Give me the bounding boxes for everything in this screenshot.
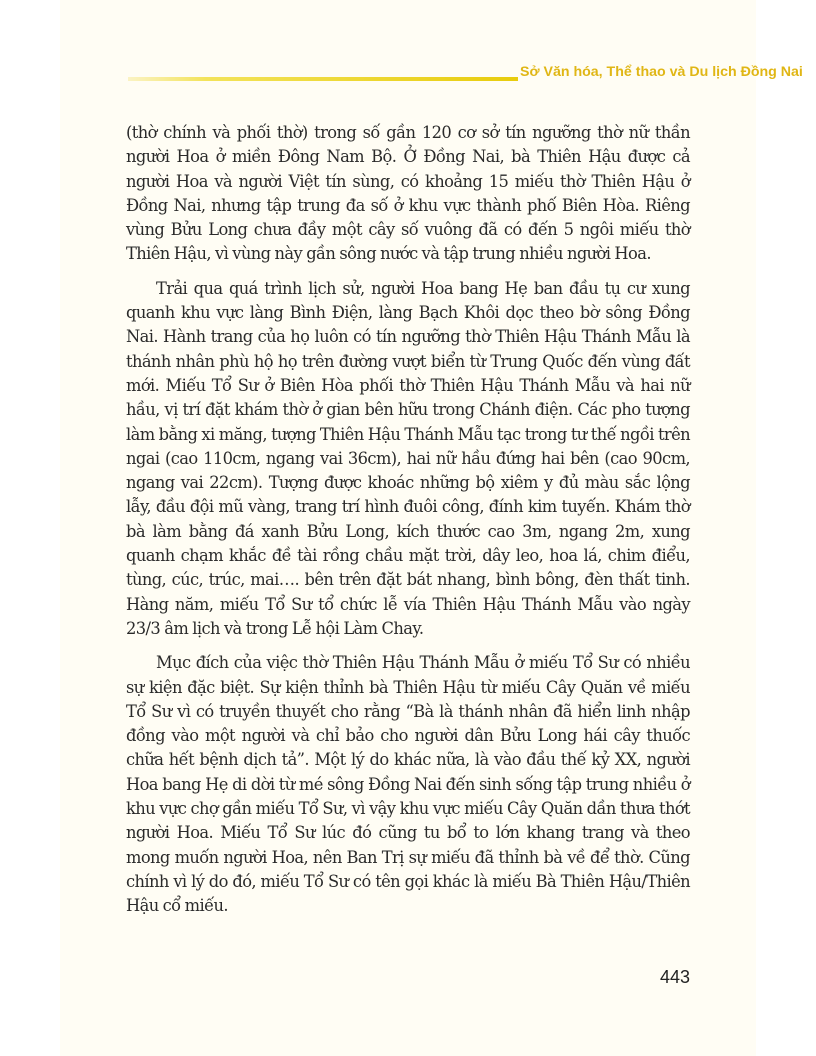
- paragraph-1: (thờ chính và phối thờ) trong số gần 120 cơ sở tín ngưỡng thờ nữ thần người Hoa ở miền Đông Nam Bộ. Ở Đồng Nai, bà Thiên Hậu được cả người Hoa và người Việt tín sùng, có khoảng 15 miếu thờ Thiên Hậu ở Đồng Nai, nhưng tập trung đa số ở khu vực thành phố Biên Hòa. Riêng vùng Bửu Long chưa đầy một cây số vuông đã có đến 5 ngôi miếu thờ Thiên Hậu, vì vùng này gần sông nước và tập trung nhiều người Hoa.: [126, 123, 690, 264]
- paragraph-2: Trải qua quá trình lịch sử, người Hoa bang Hẹ ban đầu tụ cư xung quanh khu vực làng Bình Điện, làng Bạch Khôi dọc theo bờ sông Đồng Nai. Hành trang của họ luôn có tín ngưỡng thờ Thiên Hậu Thánh Mẫu là thánh nhân phù hộ họ trên đường vượt biển từ Trung Quốc đến vùng đất mới. Miếu Tổ Sư ở Biên Hòa phối thờ Thiên Hậu Thánh Mẫu và hai nữ hầu, vị trí đặt khám thờ ở gian bên hữu trong Chánh điện. Các pho tượng làm bằng xi măng, tượng Thiên Hậu Thánh Mẫu tạc trong tư thế ngồi trên ngai (cao 110cm, ngang vai 36cm), hai nữ hầu đứng hai bên (cao 90cm, ngang vai 22cm). Tượng được khoác những bộ xiêm y đủ màu sắc lộng lẫy, đầu đội mũ vàng, trang trí hình đuôi công, đính kim tuyến. Khám thờ bà làm bằng đá xanh Bửu Long, kích thước cao 3m, ngang 2m, xung quanh chạm khắc đề tài rồng chầu mặt trời, dây leo, hoa lá, chim điểu, tùng, cúc, trúc, mai…. bên trên đặt bát nhang, bình bông, đèn thất tinh. Hàng năm, miếu Tổ Sư tổ chức lễ vía Thiên Hậu Thánh Mẫu vào ngày 23/3 âm lịch và trong Lễ hội Làm Chay.: [126, 278, 690, 638]
- book-page: [60, 0, 803, 1056]
- body-text: [126, 121, 690, 929]
- paragraph-3: Mục đích của việc thờ Thiên Hậu Thánh Mẫu ở miếu Tổ Sư có nhiều sự kiện đặc biệt. Sự kiện thỉnh bà Thiên Hậu từ miếu Cây Quăn về miếu Tổ Sư vì có truyền thuyết cho rằng “Bà là thánh nhân đã hiển linh nhập đồng vào một người và chỉ bảo cho người dân Bửu Long hái cây thuốc chữa hết bệnh dịch tả”. Một lý do khác nữa, là vào đầu thế kỷ XX, người Hoa bang Hẹ di dời từ mé sông Đồng Nai đến sinh sống tập trung nhiều ở khu vực chợ gần miếu Tổ Sư, vì vậy khu vực miếu Cây Quăn dần thưa thớt người Hoa. Miếu Tổ Sư lúc đó cũng tu bổ to lớn khang trang và theo mong muốn người Hoa, nên Ban Trị sự miếu đã thỉnh bà về để thờ. Cũng chính vì lý do đó, miếu Tổ Sư có tên gọi khác là miếu Bà Thiên Hậu/Thiên Hậu cổ miếu.: [126, 653, 690, 916]
- header-rule: [128, 77, 518, 81]
- running-header: Sở Văn hóa, Thể thao và Du lịch Đồng Nai: [520, 64, 803, 80]
- page-number: 443: [659, 967, 690, 987]
